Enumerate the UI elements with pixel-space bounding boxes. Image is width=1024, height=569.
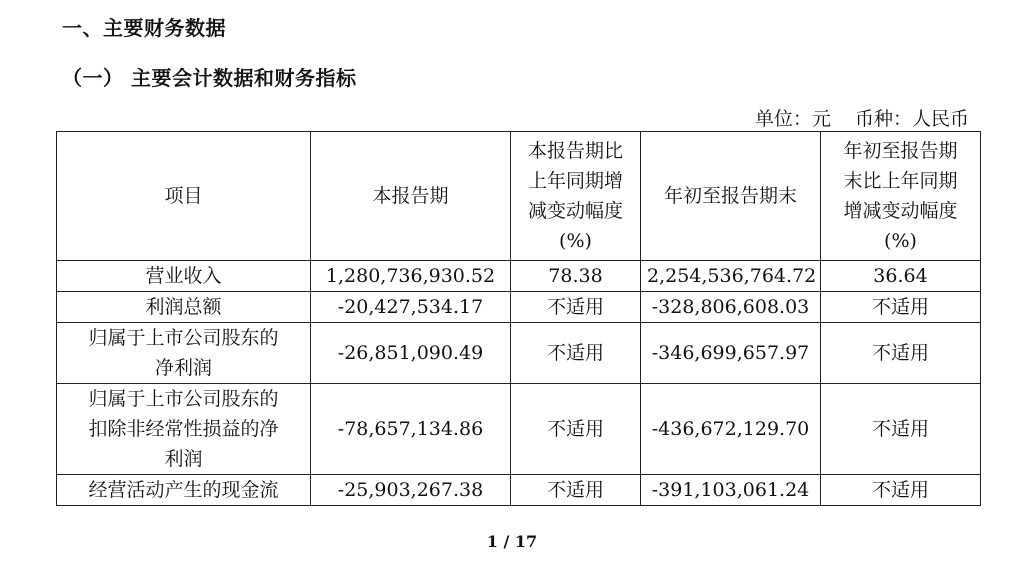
- ytd-change-value: 36.64: [821, 261, 981, 292]
- row-item-label-line: 归属于上市公司股东的: [88, 327, 279, 349]
- table-row: [57, 475, 981, 506]
- ytd-change-value: 不适用: [821, 323, 981, 384]
- year-to-date-value: -391,103,061.24: [641, 475, 821, 506]
- subsection-title: （一） 主要会计数据和财务指标: [62, 66, 357, 90]
- table-row: [57, 292, 981, 323]
- row-item-label-line: 营业收入: [145, 265, 222, 287]
- row-item-label-line: 利润: [164, 448, 203, 470]
- ytd-change-value: 不适用: [821, 292, 981, 323]
- header-label-line: 本报告期: [372, 185, 449, 207]
- row-item-cell: [57, 475, 311, 506]
- table-row: [57, 261, 981, 292]
- header-label-line: 年初至报告期: [843, 140, 958, 162]
- current-change-value: 78.38: [511, 261, 641, 292]
- ytd-change-value: 不适用: [821, 384, 981, 475]
- year-to-date-value: -328,806,608.03: [641, 292, 821, 323]
- header-label-line: 本报告期比: [527, 140, 623, 162]
- header-ytd-change: [821, 132, 981, 261]
- year-to-date-value: -436,672,129.70: [641, 384, 821, 475]
- current-period-value: -20,427,534.17: [311, 292, 511, 323]
- row-item-cell: [57, 323, 311, 384]
- current-period-value: -78,657,134.86: [311, 384, 511, 475]
- current-period-value: 1,280,736,930.52: [311, 261, 511, 292]
- row-item-label-line: 经营活动产生的现金流: [88, 479, 279, 501]
- table-header-row: [57, 132, 981, 261]
- header-current-period: [311, 132, 511, 261]
- unit-currency-note: 单位：元 币种：人民币: [754, 108, 969, 130]
- header-label-line: 末比上年同期: [843, 170, 958, 192]
- section-title: 一、主要财务数据: [62, 16, 226, 40]
- current-change-value: 不适用: [511, 475, 641, 506]
- current-change-value: 不适用: [511, 384, 641, 475]
- current-change-value: 不适用: [511, 292, 641, 323]
- current-period-value: -26,851,090.49: [311, 323, 511, 384]
- row-item-label-line: 净利润: [154, 357, 212, 379]
- header-label-line: 减变动幅度: [527, 200, 623, 222]
- row-item-cell: [57, 292, 311, 323]
- row-item-label-line: 扣除非经常性损益的净: [88, 418, 279, 440]
- row-item-cell: [57, 261, 311, 292]
- current-change-value: 不适用: [511, 323, 641, 384]
- year-to-date-value: 2,254,536,764.72: [641, 261, 821, 292]
- header-label-line: 项目: [164, 185, 203, 207]
- header-year-to-date: [641, 132, 821, 261]
- header-item: [57, 132, 311, 261]
- year-to-date-value: -346,699,657.97: [641, 323, 821, 384]
- header-current-change: [511, 132, 641, 261]
- header-label-line: (%): [559, 230, 592, 252]
- header-label-line: 增减变动幅度: [843, 200, 958, 222]
- header-label-line: 上年同期增: [527, 170, 623, 192]
- ytd-change-value: 不适用: [821, 475, 981, 506]
- table-row: [57, 323, 981, 384]
- page-number: 1 / 17: [486, 532, 538, 551]
- current-period-value: -25,903,267.38: [311, 475, 511, 506]
- row-item-label-line: 归属于上市公司股东的: [88, 388, 279, 410]
- table-row: [57, 384, 981, 475]
- row-item-cell: [57, 384, 311, 475]
- header-label-line: 年初至报告期末: [663, 185, 797, 207]
- header-label-line: (%): [884, 230, 917, 252]
- financial-data-table: [56, 131, 981, 506]
- row-item-label-line: 利润总额: [145, 296, 222, 318]
